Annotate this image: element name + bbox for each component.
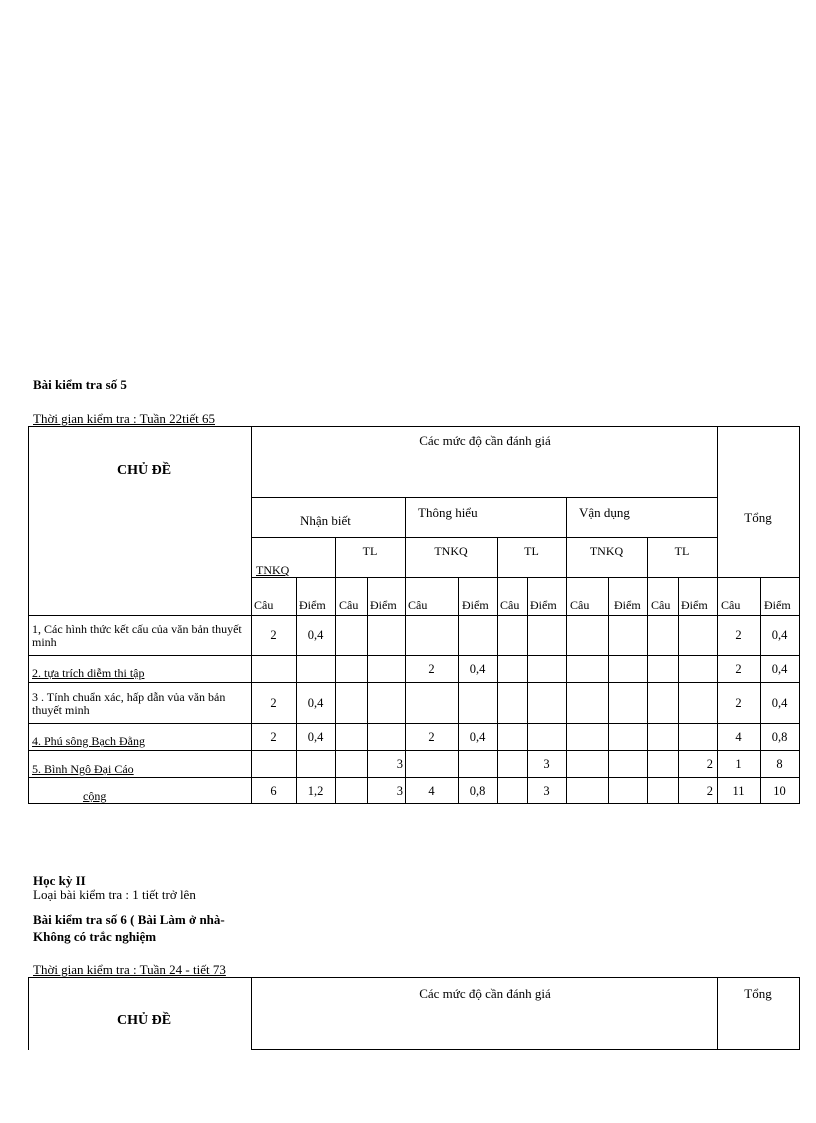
sub-cau: Câu <box>408 598 428 612</box>
test-6-title-line2: Không có trắc nghiệm <box>33 929 157 944</box>
row-2-label: 2. tựa trích diễm thi tập <box>32 666 145 680</box>
table-cell: 2 <box>428 662 435 676</box>
chu-de-header: CHỦ ĐỀ <box>117 463 172 478</box>
table-cell: 2 <box>270 696 277 710</box>
table-cell: 3 <box>543 784 550 798</box>
table-cell: 1 <box>735 757 742 771</box>
test-6-time: Thời gian kiểm tra : Tuần 24 - tiết 73 <box>33 962 226 977</box>
sub-cau: Câu <box>500 598 520 612</box>
table-cell: 0,8 <box>469 784 486 798</box>
test-5-time: Thời gian kiểm tra : Tuần 22tiết 65 <box>33 411 215 426</box>
sub-cau: Câu <box>254 598 274 612</box>
table-cell: 6 <box>270 784 277 798</box>
table-cell: 2 <box>735 628 742 642</box>
tong-header: Tổng <box>744 510 772 525</box>
table-cell: 10 <box>773 784 786 798</box>
table-cell: 0,4 <box>307 696 324 710</box>
test-5-title: Bài kiểm tra số 5 <box>33 377 127 392</box>
table-cell: 0,4 <box>771 696 788 710</box>
table-cell: 0,4 <box>307 628 324 642</box>
sub-diem: Điểm <box>370 598 397 612</box>
type-tl-1: TL <box>362 544 378 558</box>
type-tl-2: TL <box>524 544 539 558</box>
table-cell: 2 <box>270 730 277 744</box>
sub-diem: Điểm <box>530 598 557 612</box>
type-tl-3: TL <box>674 544 690 558</box>
sub-cau: Câu <box>651 598 671 612</box>
table-cell: 11 <box>732 784 745 798</box>
table-cell: 2 <box>270 628 277 642</box>
table-cell: 2 <box>706 757 713 771</box>
chu-de-header-2: CHỦ ĐỀ <box>117 1013 172 1028</box>
table-cell: 3 <box>396 757 403 771</box>
tong-header-2: Tổng <box>744 986 772 1001</box>
table-cell: 2 <box>735 662 742 676</box>
row-total-label: cộng <box>83 789 107 803</box>
table-cell: 0,4 <box>771 662 788 676</box>
row-4-label: 4. Phú sông Bạch Đằng <box>32 734 145 748</box>
table-cell: 0,4 <box>771 628 788 642</box>
level-van-dung: Vận dụng <box>579 505 630 520</box>
row-3-label: 3 . Tính chuẩn xác, hấp dẫn vủa văn bản thuyết minh <box>32 690 226 717</box>
test-6-title-line1: Bài kiểm tra số 6 ( Bài Làm ở nhà- <box>33 912 225 927</box>
sub-diem: Điểm <box>299 598 326 612</box>
sub-diem: Điểm <box>681 598 708 612</box>
cac-muc-do-header: Các mức độ cần đánh giá <box>419 433 551 448</box>
cac-muc-do-header-2: Các mức độ cần đánh giá <box>419 986 551 1001</box>
sub-cau: Câu <box>721 598 741 612</box>
row-1-label: 1, Các hình thức kết cấu của văn bản thuyết minh <box>32 622 242 649</box>
table-cell: 4 <box>735 730 742 744</box>
hoc-ky-label: Học kỳ II <box>33 873 86 888</box>
table-cell: 2 <box>735 696 742 710</box>
sub-diem: Điểm <box>764 598 791 612</box>
sub-diem: Điểm <box>462 598 489 612</box>
row-5-label: 5. Bình Ngô Đại Cáo <box>32 762 134 776</box>
type-tnkq-2: TNKQ <box>434 544 468 558</box>
level-thong-hieu: Thông hiểu <box>418 505 478 520</box>
table-cell: 0,4 <box>469 662 486 676</box>
table-cell: 2 <box>706 784 713 798</box>
table-cell: 0,4 <box>307 730 324 744</box>
table-cell: 3 <box>396 784 403 798</box>
table-cell: 1,2 <box>307 784 324 798</box>
type-tnkq-1: TNKQ <box>256 563 290 577</box>
level-nhan-biet: Nhận biết <box>300 513 351 528</box>
table-cell: 0,4 <box>469 730 486 744</box>
table-cell: 8 <box>776 757 783 771</box>
table-cell: 3 <box>543 757 550 771</box>
table-cell: 2 <box>428 730 435 744</box>
type-tnkq-3: TNKQ <box>589 544 624 558</box>
sub-cau: Câu <box>570 598 590 612</box>
sub-cau: Câu <box>339 598 359 612</box>
table-cell: 0,8 <box>771 730 788 744</box>
loai-bai-label: Loại bài kiểm tra : 1 tiết trở lên <box>33 887 196 902</box>
sub-diem: Điểm <box>614 598 641 612</box>
table-cell: 4 <box>428 784 435 798</box>
